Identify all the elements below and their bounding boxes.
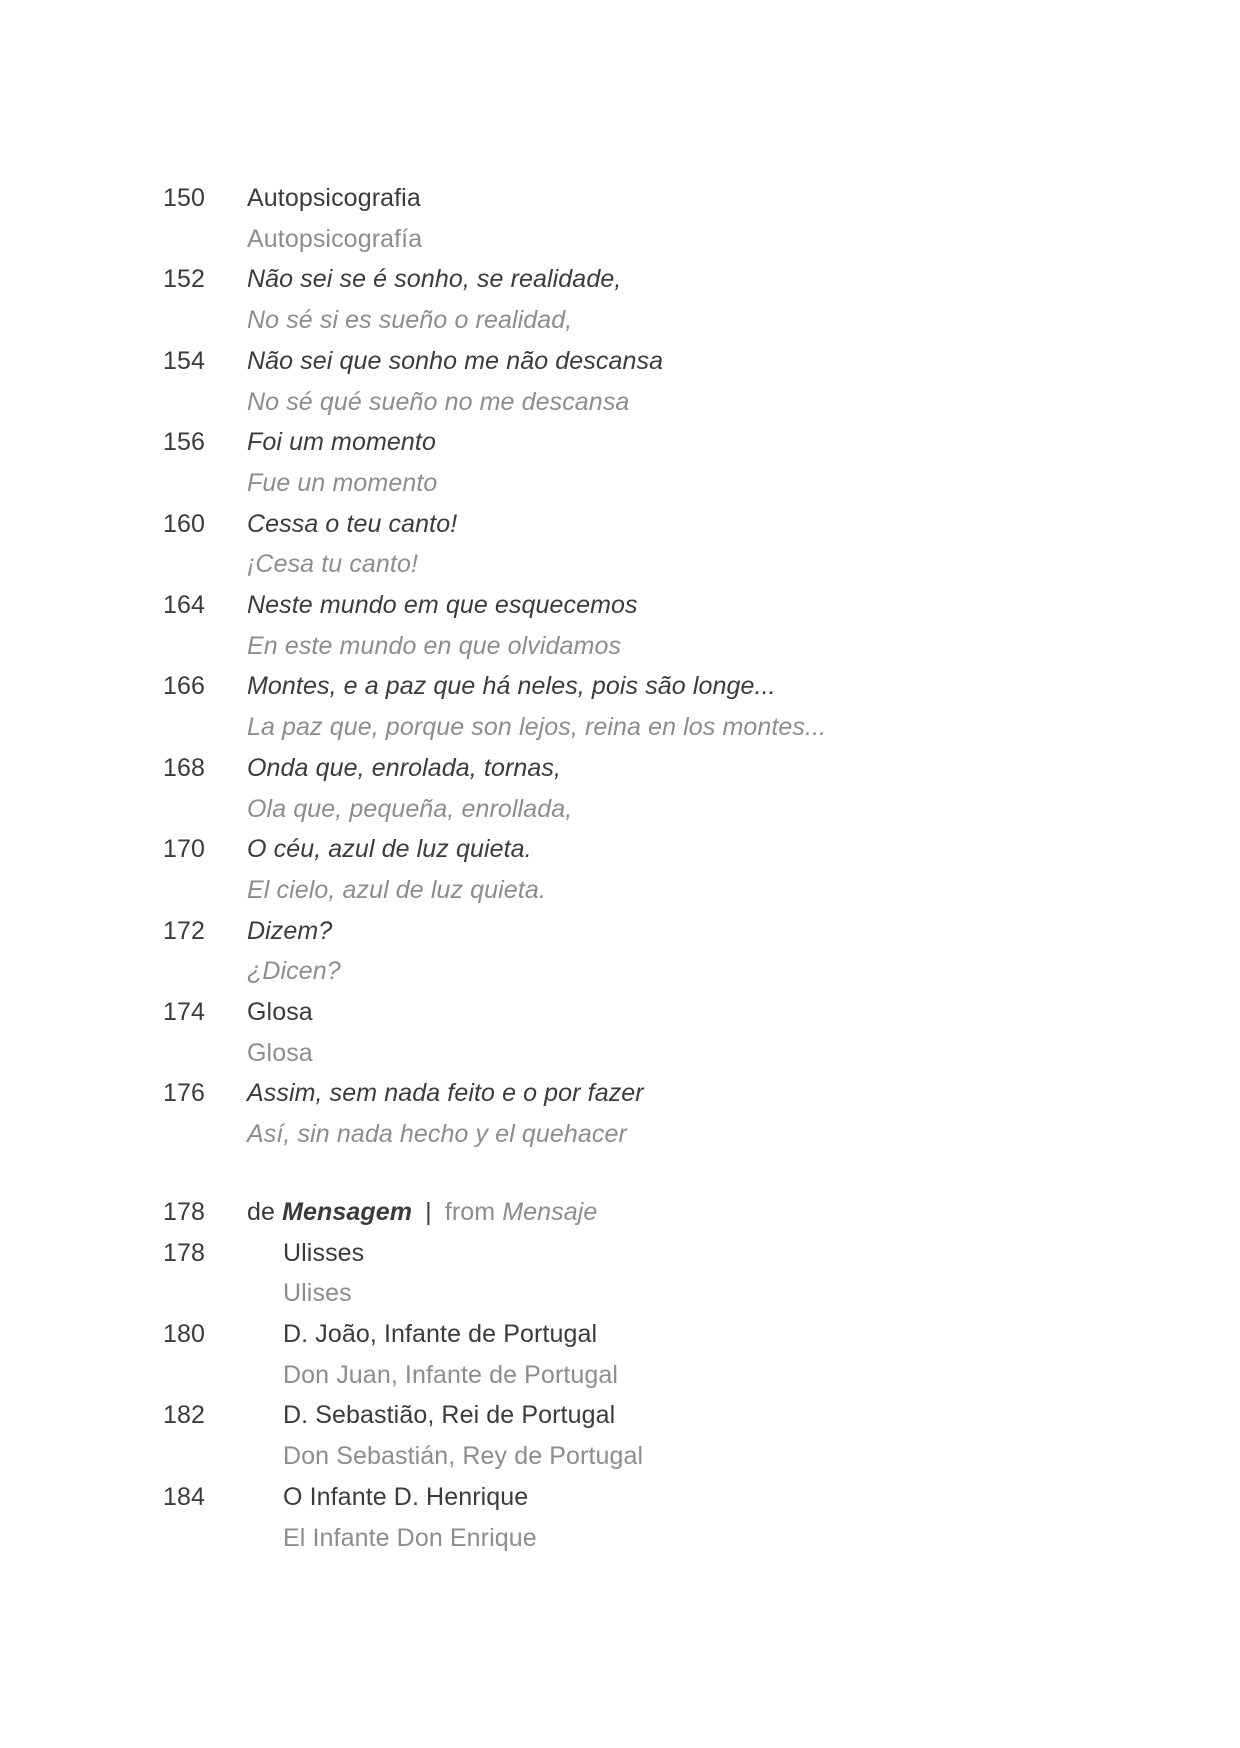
entry-title-pt: O céu, azul de luz quieta.: [247, 835, 532, 864]
toc-entry-es-line: [163, 219, 1143, 260]
toc-entry-es-line: [163, 1033, 1143, 1074]
toc-entry-pt-line: [163, 341, 1143, 382]
toc-entry: [163, 992, 1143, 1073]
entry-title-pt: Montes, e a paz que há neles, pois são longe...: [247, 672, 776, 701]
toc-entry-pt-line: [163, 422, 1143, 463]
toc-entry-es-line: [163, 1273, 1143, 1314]
toc-entry: [163, 829, 1143, 910]
toc-entry-pt-line: [163, 178, 1143, 219]
toc-entry-pt-line: [163, 1395, 1143, 1436]
entry-title-es: El Infante Don Enrique: [283, 1523, 537, 1552]
toc-entry-es-line: [163, 1355, 1143, 1396]
toc-entry-pt-line: [163, 829, 1143, 870]
toc-subentry: [163, 1395, 1143, 1476]
entry-title-pt: Ulisses: [283, 1238, 365, 1267]
entry-title-pt: Assim, sem nada feito e o por fazer: [247, 1079, 644, 1108]
entry-title-es: Fue un momento: [247, 468, 438, 497]
entry-title-es: Autopsicografía: [247, 224, 423, 253]
entry-title-pt: Neste mundo em que esquecemos: [247, 591, 638, 620]
entry-title-es: Don Sebastián, Rey de Portugal: [283, 1442, 644, 1471]
entry-title-es: Ola que, pequeña, enrollada,: [247, 794, 573, 823]
entry-title-pt: O Infante D. Henrique: [283, 1482, 529, 1511]
entry-title-es: Ulises: [283, 1279, 352, 1308]
entry-title-es: Don Juan, Infante de Portugal: [283, 1360, 619, 1389]
toc-entry: [163, 259, 1143, 340]
toc-subentry: [163, 1477, 1143, 1558]
entry-title-pt: Dizem?: [247, 916, 333, 945]
toc-entry-es-line: [163, 382, 1143, 423]
page-number: 178: [163, 1197, 206, 1226]
section-pt-prefix: de: [247, 1197, 276, 1226]
page-number: 150: [163, 184, 206, 212]
section-pt-title: Mensagem: [282, 1197, 413, 1226]
page-number: 164: [163, 591, 206, 620]
toc-entry-es-line: [163, 626, 1143, 667]
toc-entry-es-line: [163, 707, 1143, 748]
entry-title-es: Así, sin nada hecho y el quehacer: [247, 1120, 627, 1149]
toc-entry-es-line: [163, 1114, 1143, 1155]
page-number: 174: [163, 998, 206, 1027]
entry-title-es: ¿Dicen?: [247, 957, 341, 986]
entry-title-pt: D. João, Infante de Portugal: [283, 1319, 598, 1348]
toc-subentry: [163, 1233, 1143, 1314]
entry-title-pt: Não sei que sonho me não descansa: [247, 346, 664, 375]
toc-entry-es-line: [163, 463, 1143, 504]
entry-title-pt: Não sei se é sonho, se realidade,: [247, 265, 622, 294]
entry-title-es: ¡Cesa tu canto!: [247, 550, 419, 579]
toc-entry: [163, 666, 1143, 747]
toc-entry: [163, 748, 1143, 829]
toc-entry-pt-line: [163, 1477, 1143, 1518]
page-number: 172: [163, 916, 206, 945]
entry-title-pt: Foi um momento: [247, 428, 436, 457]
toc-entry-es-line: [163, 1518, 1143, 1559]
entry-title-es: Glosa: [247, 1038, 313, 1067]
toc-entry-pt-line: [163, 1314, 1143, 1355]
table-of-contents: [163, 178, 1143, 1558]
toc-entry-es-line: [163, 870, 1143, 911]
section-es-prefix: from: [444, 1197, 496, 1226]
toc-entry-pt-line: [163, 992, 1143, 1033]
toc-entry: [163, 422, 1143, 503]
toc-entry: [163, 178, 1143, 259]
page-number: 170: [163, 835, 206, 864]
page-number: 184: [163, 1482, 206, 1511]
entry-title-pt: Glosa: [247, 998, 313, 1027]
toc-entry-pt-line: [163, 666, 1143, 707]
entry-title-es: No sé qué sueño no me descansa: [247, 387, 630, 416]
toc-entry: [163, 341, 1143, 422]
toc-entry: [163, 911, 1143, 992]
toc-entry-pt-line: [163, 585, 1143, 626]
section-divider: |: [425, 1197, 432, 1226]
toc-entry-es-line: [163, 1436, 1143, 1477]
page-number: 168: [163, 753, 206, 782]
page-number: 156: [163, 428, 206, 457]
toc-entry-pt-line: [163, 1073, 1143, 1114]
page-number: 152: [163, 265, 206, 294]
toc-entry-pt-line: [163, 259, 1143, 300]
toc-entry: [163, 1073, 1143, 1154]
toc-subentry: [163, 1314, 1143, 1395]
entry-title-es: El cielo, azul de luz quieta.: [247, 875, 546, 904]
page-number: 154: [163, 346, 206, 375]
entry-title-es: No sé si es sueño o realidad,: [247, 306, 573, 335]
toc-entry-es-line: [163, 544, 1143, 585]
toc-entry-es-line: [163, 300, 1143, 341]
page-number: 166: [163, 672, 206, 701]
page-number: 180: [163, 1319, 206, 1348]
toc-entry: [163, 585, 1143, 666]
entry-title-pt: Onda que, enrolada, tornas,: [247, 753, 562, 782]
entry-title-es: En este mundo en que olvidamos: [247, 631, 622, 660]
toc-entry-es-line: [163, 789, 1143, 830]
toc-entry-es-line: [163, 951, 1143, 992]
entry-title-pt: Cessa o teu canto!: [247, 509, 458, 538]
page-number: 160: [163, 509, 206, 538]
page-number: 178: [163, 1238, 206, 1267]
toc-entry-pt-line: [163, 1233, 1143, 1274]
toc-entry-pt-line: [163, 504, 1143, 545]
entry-title-pt: D. Sebastião, Rei de Portugal: [283, 1401, 616, 1430]
section-es-title: Mensaje: [502, 1197, 598, 1226]
toc-entry: [163, 504, 1143, 585]
section-header-mensagem: [163, 1192, 1143, 1233]
page-number: 182: [163, 1401, 206, 1430]
entry-title-pt: Autopsicografia: [247, 184, 421, 212]
page-number: 176: [163, 1079, 206, 1108]
toc-entry-pt-line: [163, 748, 1143, 789]
entry-title-es: La paz que, porque son lejos, reina en los montes...: [247, 713, 827, 742]
toc-entry-pt-line: [163, 911, 1143, 952]
section-header-text: [247, 1192, 597, 1233]
